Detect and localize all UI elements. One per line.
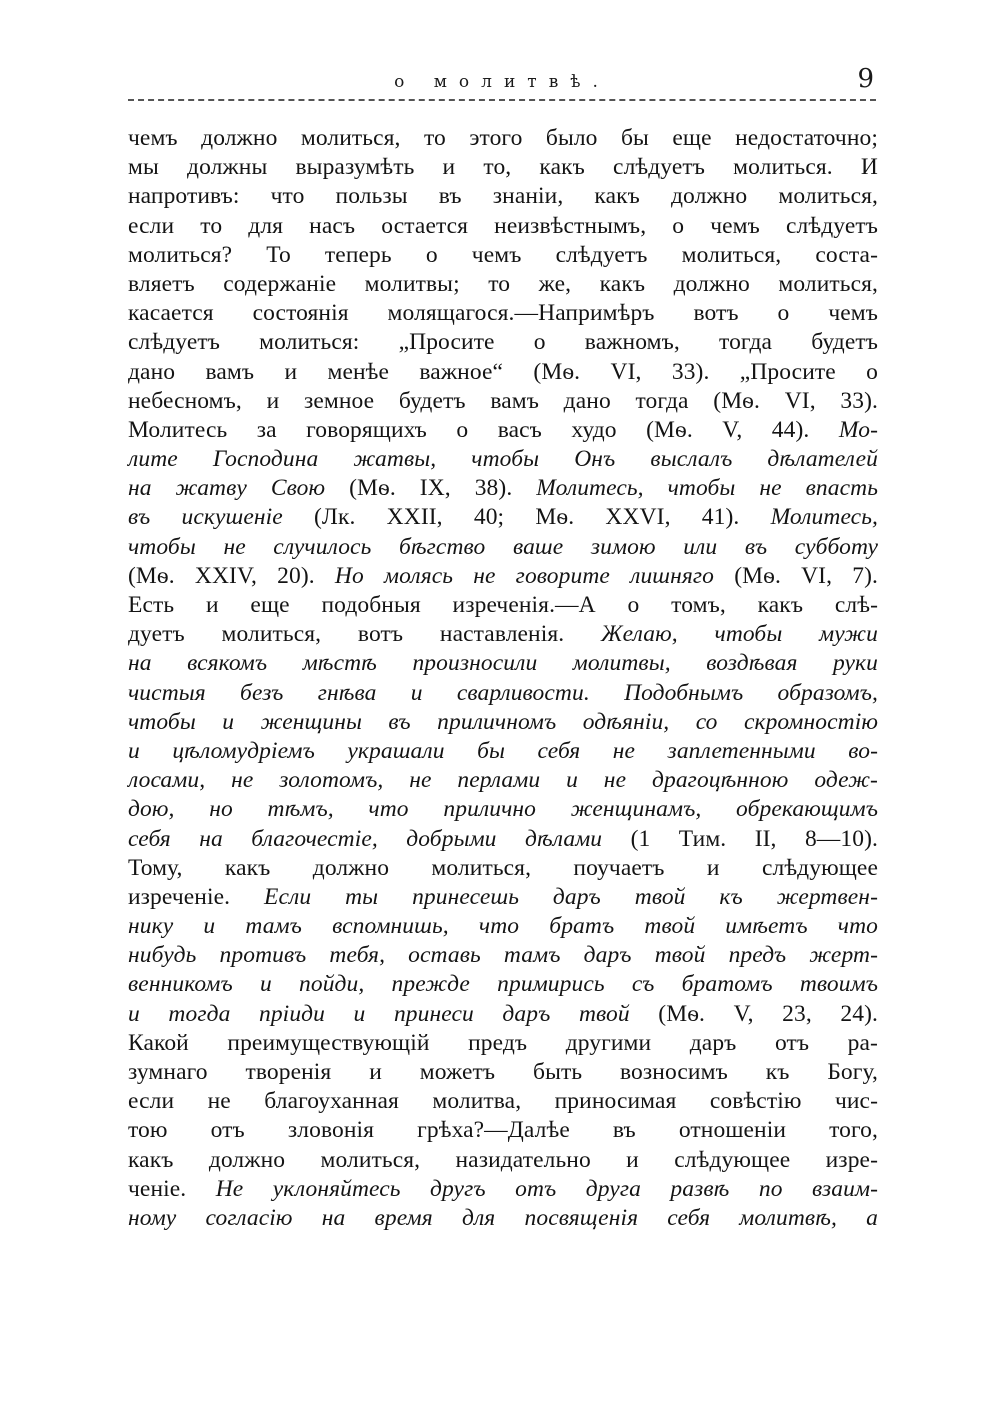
text-line <box>128 737 878 766</box>
text-line <box>128 445 878 474</box>
text-line <box>128 854 878 883</box>
running-header <box>128 62 876 106</box>
text-segment: (Мѳ. V, 23, 24). <box>629 1000 878 1027</box>
italic-text-segment: Желаю, чтобы мужи <box>601 621 878 648</box>
text-line <box>128 649 878 678</box>
italic-text-segment: чтобы и женщины въ приличномъ одѣяніи, со скромностію <box>128 708 878 735</box>
text-line <box>128 1029 878 1058</box>
italic-text-segment: лите Господина жатвы, чтобы Онъ выслалъ дѣлателей <box>128 446 878 473</box>
text-segment: Тому, какъ должно молиться, поучаетъ и слѣдующее <box>128 854 878 881</box>
running-title: о молитвѣ. <box>394 72 610 92</box>
italic-text-segment: Не уклоняйтесь другъ отъ друга развѣ по взаим- <box>215 1175 878 1202</box>
text-segment: чемъ должно молиться, то этого было бы еще недостаточно; <box>128 125 878 151</box>
text-segment: зумнаго творенія и можетъ быть возносимъ къ Богу, <box>128 1059 878 1085</box>
text-line <box>128 679 878 708</box>
italic-text-segment: чтобы не случилось бѣгство ваше зимою или въ субботу <box>128 533 878 560</box>
text-segment: Молитесь за говорящихъ о васъ худо (Мѳ. V, 44). <box>128 416 839 443</box>
italic-text-segment: и цѣломудріемъ украшали бы себя не заплетенными во- <box>128 737 878 764</box>
text-line <box>128 182 878 211</box>
text-line <box>128 1058 878 1087</box>
italic-text-segment: въ искушеніе <box>128 504 283 531</box>
text-line <box>128 503 878 532</box>
italic-text-segment: Молитесь, чтобы не впасть <box>536 475 878 502</box>
italic-text-segment: нику и тамъ вспомнишь, что братъ твой имѣетъ что <box>128 913 878 940</box>
text-line <box>128 1204 878 1233</box>
text-line <box>128 533 878 562</box>
text-segment: (1 Тим. II, 8—10). <box>602 825 878 852</box>
text-segment: (Лк. XXII, 40; Мѳ. XXVI, 41). <box>282 504 771 531</box>
text-segment: какъ должно молиться, назидательно и слѣдующее изре- <box>128 1146 878 1173</box>
italic-text-segment: ному согласію на время для посвященія себя молитвѣ, а <box>128 1204 878 1231</box>
text-line <box>128 970 878 999</box>
italic-text-segment: на жатву Свою <box>128 475 326 502</box>
text-line <box>128 825 878 854</box>
text-line <box>128 766 878 795</box>
text-segment: дуетъ молиться, вотъ наставленія. <box>128 621 602 648</box>
italic-text-segment: Мо- <box>838 416 878 443</box>
italic-text-segment: себя на благочестіе, добрыми дѣлами <box>128 825 603 852</box>
text-segment: небесномъ, и земное будетъ вамъ дано тогда (Мѳ. VI, 33). <box>128 387 878 414</box>
text-segment: тою отъ зловонія грѣха?—Далѣе въ отношеніи того, <box>128 1117 878 1144</box>
text-segment: если не благоуханная молитва, приносимая совѣстію чис- <box>128 1088 878 1115</box>
text-line <box>128 328 878 357</box>
italic-text-segment: чистыя безъ гнѣва и сварливости. Подобнымъ образомъ, <box>128 679 878 706</box>
text-line <box>128 270 878 299</box>
text-line <box>128 1000 878 1029</box>
text-segment: молиться? То теперь о чемъ слѣдуетъ молиться, соста- <box>128 241 878 268</box>
page-number: 9 <box>857 64 874 94</box>
text-line <box>128 299 878 328</box>
text-segment: касается состоянія молящагося.—Напримѣръ вотъ о чемъ <box>128 300 878 327</box>
text-line <box>128 620 878 649</box>
italic-text-segment: нибудь противъ тебя, оставь тамъ даръ твой предъ жерт- <box>128 942 878 969</box>
text-line <box>128 883 878 912</box>
text-line <box>128 474 878 503</box>
text-line <box>128 241 878 270</box>
text-line <box>128 153 878 182</box>
text-segment: если то для насъ остается неизвѣстнымъ, о чемъ слѣдуетъ <box>128 212 878 239</box>
text-segment: вляетъ содержаніе молитвы; то же, какъ должно молиться, <box>128 270 878 297</box>
text-line <box>128 358 878 387</box>
text-line <box>128 708 878 737</box>
text-line <box>128 416 878 445</box>
text-segment: напротивъ: что пользы въ знаніи, какъ должно молиться, <box>128 183 878 210</box>
text-segment: (Мѳ. IX, 38). <box>325 475 537 502</box>
text-line <box>128 912 878 941</box>
text-line <box>128 1087 878 1116</box>
text-line <box>128 212 878 241</box>
text-segment: Какой преимуществующій предъ другими даръ отъ ра- <box>128 1029 878 1056</box>
text-segment: изреченіе. <box>128 883 265 910</box>
italic-text-segment: дою, но тѣмъ, что прилично женщинамъ, обрекающимъ <box>128 796 878 823</box>
text-line <box>128 591 878 620</box>
italic-text-segment: Если ты принесешь даръ твой къ жертвен- <box>264 883 878 910</box>
italic-text-segment: Молитесь, <box>770 504 878 531</box>
body-text <box>128 124 878 1233</box>
text-line <box>128 795 878 824</box>
italic-text-segment: на всякомъ мѣстѣ произносили молитвы, воздѣвая руки <box>128 650 878 677</box>
italic-text-segment: лосами, не золотомъ, не перлами и не драгоцѣнною одеж- <box>128 767 878 794</box>
italic-text-segment: Но молясь не говорите лишняго <box>334 562 715 589</box>
text-segment: мы должны выразумѣть и то, какъ слѣдуетъ молиться. И <box>128 154 878 181</box>
text-segment: Есть и еще подобныя изреченія.—А о томъ, какъ слѣ- <box>128 592 878 618</box>
text-line <box>128 562 878 591</box>
text-segment: (Мѳ. XXIV, 20). <box>128 562 335 589</box>
italic-text-segment: венникомъ и пойди, прежде примирись съ братомъ твоимъ <box>128 971 878 998</box>
italic-text-segment: и тогда пріиди и принеси даръ твой <box>128 1000 630 1027</box>
text-line <box>128 941 878 970</box>
text-line <box>128 1146 878 1175</box>
text-segment: ченіе. <box>128 1175 216 1202</box>
header-rule <box>128 99 876 101</box>
text-line <box>128 387 878 416</box>
text-line <box>128 124 878 153</box>
text-segment: дано вамъ и менѣе важное“ (Мѳ. VI, 33). „Просите о <box>128 358 878 385</box>
text-segment: (Мѳ. VI, 7). <box>714 562 878 589</box>
text-line <box>128 1175 878 1204</box>
text-line <box>128 1116 878 1145</box>
text-segment: слѣдуетъ молиться: „Просите о важномъ, тогда будетъ <box>128 329 878 356</box>
